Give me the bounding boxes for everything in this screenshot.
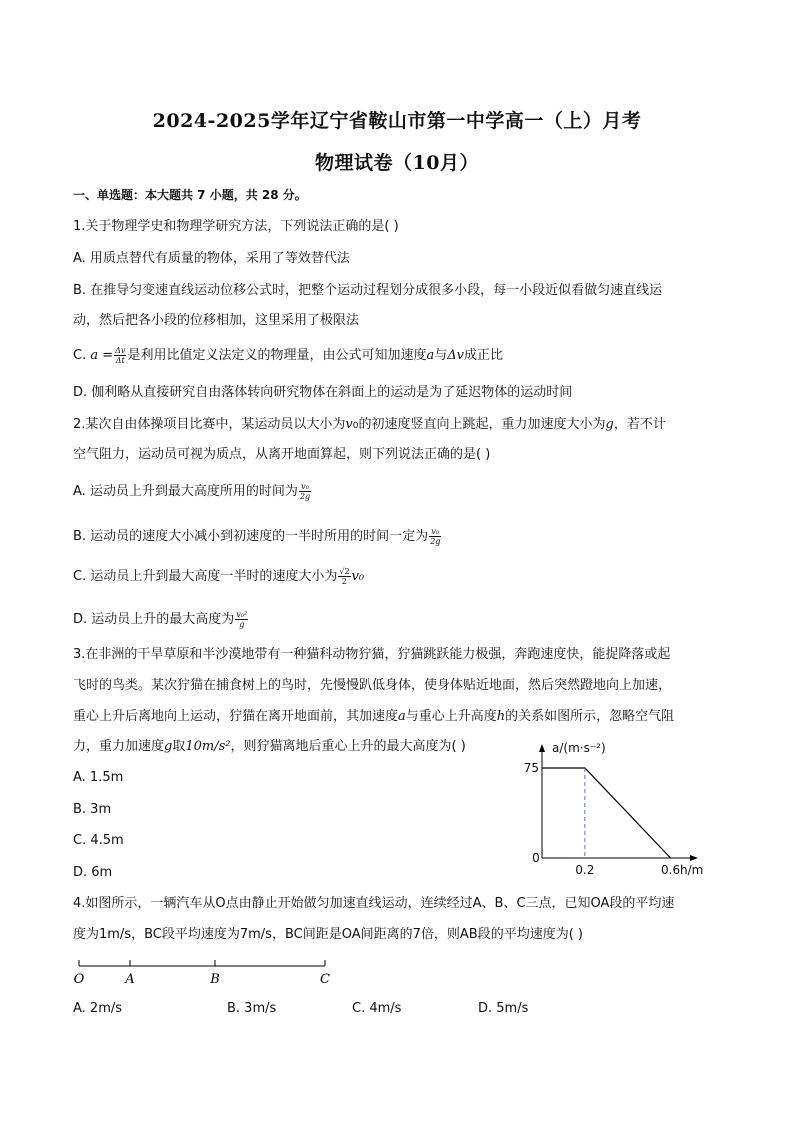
q3-stem4-a: 力，重力加速度 [73,739,165,754]
q1-c-den: Δt [115,356,125,365]
q2-c-den: 2 [341,577,347,586]
q3-stem-line2: 飞时的鸟类。某次狞猫在捕食树上的鸟时，先慢慢趴低身体，使身体贴近地面，然后突然蹬地向上加速， [73,678,672,693]
q3-stem3-b: 与重心上升高度 [405,709,497,724]
q3-option-a: A. 1.5m [73,770,124,785]
q1-c-prefix: C. [73,348,91,363]
q2-option-b [73,527,442,546]
q1-option-b-line2: 动，然后把各小段的位移相加，这里采用了极限法 [73,313,360,328]
q4-stem-line2: 度为1m/s，BC段平均速度为7m/s，BC间距是OA间距离的7倍，则AB段的平均速度为( ) [73,927,583,942]
q1-c-num: Δv [115,346,126,355]
section-heading: 一、单选题：本大题共 7 小题，共 28 分。 [73,188,307,202]
point-c-label: C [320,972,330,987]
q3-stem-line3 [73,708,674,726]
q2-d-text: D. 运动员上升的最大高度为 [73,612,235,627]
q2-a-text: A. 运动员上升到最大高度所用的时间为 [73,484,298,499]
q3-acceleration-chart [520,740,710,880]
q4-stem-line1: 4.如图所示，一辆汽车从O点由静止开始做匀加速直线运动，连续经过A、B、C三点，已知OA段的平均速 [73,896,675,911]
q1-stem: 1.关于物理学史和物理学研究方法，下列说法正确的是( ) [73,219,399,234]
q3-option-d: D. 6m [73,865,113,880]
q2-b-text: B. 运动员的速度大小减小到初速度的一半时所用的时间一定为 [73,529,429,544]
q3-option-c: C. 4.5m [73,833,124,848]
q1-c-eq: = [98,348,114,363]
q2-a-den: 2g [299,492,311,501]
q3-g-value: 10m/s² [185,739,231,754]
x-axis-arrow [690,855,698,861]
q4-option-a: A. 2m/s [73,1001,123,1016]
q3-var-h: h [496,709,506,724]
q1-option-d: D. 伽利略从直接研究自由落体转向研究物体在斜面上的运动是为了延迟物体的运动时间 [73,385,573,400]
q1-c-fraction [114,346,126,365]
q2-a-fraction [299,482,311,501]
point-o-label: O [73,972,85,987]
q4-option-d: D. 5m/s [478,1001,529,1016]
point-b-label: B [210,972,220,987]
point-a-label: A [125,972,135,987]
q2-b-den: 2g [430,537,441,546]
q1-option-a: A. 用质点替代有质量的物体，采用了等效替代法 [73,251,350,266]
q4-option-b: B. 3m/s [227,1001,277,1016]
q4-option-c: C. 4m/s [352,1001,402,1016]
q2-c-tail: v₀ [351,569,365,584]
q2-d-den: g [239,620,245,629]
q2-v0: v [345,417,353,432]
q4-line-diagram [73,958,353,990]
q3-var-a: a [398,709,406,724]
q1-c-text3: 成正比 [463,348,503,363]
x-tick-origin: 0 [532,851,540,865]
q2-stem1-c: ，若不计 [613,417,666,432]
q3-stem-line1: 3.在非洲的干旱草原和半沙漠地带有一种猫科动物狞猫，狞猫跳跃能力极强，奔跑速度快，能捉降落或起 [73,647,671,662]
q2-d-fraction [235,610,248,629]
x-tick-label: 0.6 [661,863,681,877]
q3-stem3-c: 的关系如图所示，忽略空气阻 [505,709,675,724]
x-axis-label: h/m [680,863,704,877]
q2-v0-sub: 0 [352,421,359,431]
q2-stem1-b: 的初速度竖直向上跳起，重力加速度大小为 [358,417,606,432]
q2-stem-line2: 空气阻力，运动员可视为质点，从离开地面算起，则下列说法正确的是( ) [73,447,491,462]
q2-c-num: √2 [339,567,350,576]
q2-b-fraction [429,527,441,546]
y-tick-label: 75 [523,761,539,775]
x-tick-label: 0.2 [575,863,595,877]
q3-option-b: B. 3m [73,802,112,817]
q1-option-c [73,346,503,365]
q2-c-fraction [338,567,350,586]
q3-stem-line4 [73,738,466,756]
q1-c-text1: 是利用比值定义法定义的物理量，由公式可知加速度 [127,348,427,363]
q3-g: g [164,739,173,754]
q1-c-var: a [90,348,99,363]
q1-option-b-line1: B. 在推导匀变速直线运动位移公式时，把整个运动过程划分成很多小段，每一小段近似看做匀速直线运 [73,283,663,298]
q2-g: g [605,417,614,432]
y-axis-label: a/(m·s⁻²) [552,741,606,755]
q1-c-var2: a [426,348,435,363]
q1-c-text2: 与 [434,348,448,363]
q2-a-num: v₀ [299,482,311,492]
q2-c-text: C. 运动员上升到最大高度一半时的速度大小为 [73,569,338,584]
q2-b-num: v₀ [429,527,441,537]
y-axis-arrow [539,744,545,752]
exam-title-line2: 物理试卷（10月） [315,152,479,174]
q2-stem1-a: 2.某次自由体操项目比赛中，某运动员以大小为 [73,417,346,432]
q2-stem-line1 [73,416,666,435]
q1-c-var3: Δv [447,348,464,363]
q2-d-num: v₀² [236,610,248,619]
q3-stem4-c: ，则狞猫离地后重心上升的最大高度为( ) [230,739,466,754]
q2-option-c [73,567,364,586]
q3-stem3-a: 重心上升后离地向上运动，狞猫在离开地面前，其加速度 [73,709,399,724]
q3-stem4-b: 取 [172,739,186,754]
series-line [542,768,671,858]
exam-title-line1: 2024-2025学年辽宁省鞍山市第一中学高一（上）月考 [152,110,642,132]
q2-option-d [73,610,249,629]
q2-option-a [73,482,312,501]
